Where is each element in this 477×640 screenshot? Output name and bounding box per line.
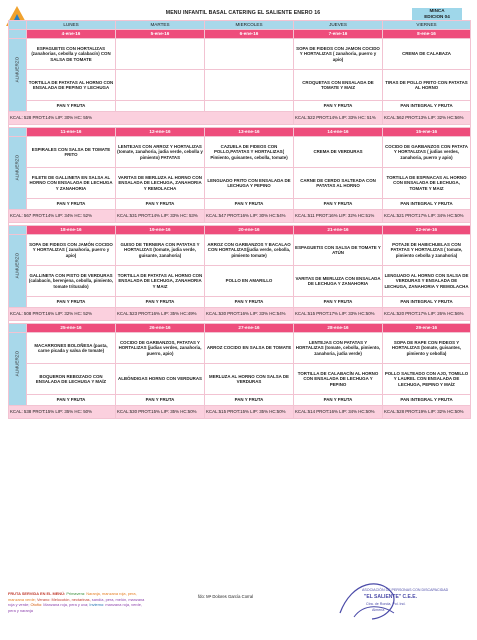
first-course-cell: ESPIRALES CON SALSA DE TOMATE FRITO	[27, 137, 116, 168]
second-course-cell: ALBÓNDIGAS HORNO CON VERDURAS	[116, 364, 205, 395]
first-course-row	[9, 137, 471, 168]
second-course-row	[9, 70, 471, 101]
meal-label: ALMUERZO	[14, 56, 20, 83]
first-course-cell: CREMA DE CALABAZA	[383, 39, 471, 70]
meal-side-label	[9, 137, 27, 210]
dessert-cell: PAN Y FRUTA	[27, 199, 116, 210]
second-course-cell: VARITAS DE MERLUZA AL HORNO CON ENSALADA DE LECHUGA, ZANAHORIA Y REMOLACHA	[116, 168, 205, 199]
second-course-row	[9, 266, 471, 297]
weekday-header: LUNES	[27, 21, 116, 30]
first-course-cell: CREMA DE VERDURAS	[294, 137, 383, 168]
date-cell: 22-ene-16	[383, 226, 471, 235]
date-cell: 14-ene-16	[294, 128, 383, 137]
first-course-cell: CAZUELA DE FIDEOS CON POLLO,PATATAS Y HORTALIZAS( Pimiento, guisantes, cebolla, tomate)	[205, 137, 294, 168]
date-cell: 12-ene-16	[116, 128, 205, 137]
date-cell: 5-ene-16	[116, 30, 205, 39]
date-cell: 29-ene-16	[383, 324, 471, 333]
second-course-cell: LENGUADO FRITO CON ENSALADA DE LECHUGA Y PEPINO	[205, 168, 294, 199]
fruit-note-head: FRUTA SERVIDA EN EL MENÚ:	[8, 591, 66, 596]
nutrition-cell: KCAL:528 PROT:19% LIP: 32% HC:50%	[383, 406, 471, 419]
season-autumn-text: Manzana roja, pera y uva;	[43, 602, 89, 608]
nutrition-row	[9, 308, 471, 321]
nutrition-cell: KCAL:522 PROT:14% LIP: 33% HC: 51%	[294, 112, 383, 125]
nutrition-cell: KCAL:514 PROT:16% LIP: 34% HC:50%	[294, 406, 383, 419]
dessert-cell: PAN Y FRUTA	[116, 395, 205, 406]
dessert-cell	[205, 101, 294, 112]
season-winter-name: Invierno:	[89, 602, 105, 608]
dessert-cell: PAN Y FRUTA	[116, 199, 205, 210]
second-course-cell: TORTILLA DE CALABACÍN AL HORNO CON ENSALADA DE LECHUGA Y PEPINO	[294, 364, 383, 395]
second-course-cell: VARITAS DE MERLUZA CON ENSALADA DE LECHUGA Y ZANAHORIA	[294, 266, 383, 297]
season-autumn-name: Otoño:	[30, 602, 43, 608]
first-course-cell: LENTEJAS CON ARROZ Y HORTALIZAS (tomate, zanahoria, judia verde, cebolla y pimiento) PATATAS	[116, 137, 205, 168]
second-course-cell: TORTILLA DE ESPINACAS AL HORNO CON ENSALADA DE LECHUGA, TOMATE Y MAIZ	[383, 168, 471, 199]
first-course-cell: ARROZ COCIDO EN SALSA DE TOMATE	[205, 333, 294, 364]
minca-label: MINCA	[412, 8, 462, 14]
date-cell: 7-ene-16	[294, 30, 383, 39]
second-course-cell	[205, 70, 294, 101]
meal-label: ALMUERZO	[14, 350, 20, 377]
first-course-cell: SOPA DE FIDEOS CON JAMÓN COCIDO Y HORTALIZAS ( zanahoria, puerro y apio)	[27, 235, 116, 266]
nutrition-cell: KCAL:523 PROT:16% LIP: 35% HC:49%	[116, 308, 205, 321]
stamp-line-2: "EL SALIENTE" C.E.E.	[364, 594, 417, 600]
stamp-line-1: ASOCIACIÓN DE PERSONAS CON DISCAPACIDAD	[362, 588, 449, 592]
date-cell: 25-ene-16	[27, 324, 116, 333]
date-row	[9, 226, 471, 235]
dessert-cell: PAN Y FRUTA	[205, 297, 294, 308]
nutrition-cell: KCAL:511 PROT:16% LIP: 32% HC:51%	[294, 210, 383, 223]
dessert-cell: PAN INTEGRAL Y FRUTA	[383, 297, 471, 308]
first-course-cell: ESPAGUETIS CON HORTALIZAS (zanahorias, cebolla y calabacín) CON SALSA DE TOMATE	[27, 39, 116, 70]
date-cell: 4-ene-16	[27, 30, 116, 39]
meal-side-label	[9, 333, 27, 406]
author-signature-text: fdo: Mª Dolores García Corral	[198, 594, 254, 599]
date-cell: 19-ene-16	[116, 226, 205, 235]
date-cell: 26-ene-16	[116, 324, 205, 333]
weeks-body	[9, 30, 471, 419]
dessert-cell: PAN Y FRUTA	[294, 297, 383, 308]
dessert-cell: PAN Y FRUTA	[294, 199, 383, 210]
first-course-cell: ESPAGUETIS CON SALSA DE TOMATE Y ATÚN	[294, 235, 383, 266]
first-course-cell	[116, 39, 205, 70]
second-course-cell: TIRAS DE POLLO FRITO CON PATATAS AL HORNO	[383, 70, 471, 101]
date-cell: 27-ene-16	[205, 324, 294, 333]
fruit-note	[8, 591, 148, 614]
weekday-header-row	[9, 21, 471, 30]
nutrition-cell: KCAL: 508 PROT:16% LIP: 32% HC: 52%	[9, 308, 116, 321]
second-course-cell: GALLINETA CON PISTO DE VERDURAS (calabacín, berenjena, cebolla, pimiento, tomate triturado)	[27, 266, 116, 297]
dessert-cell: PAN Y FRUTA	[27, 297, 116, 308]
nutrition-cell: KCAL: 538 PROT:15% LIP: 35% HC: 50%	[9, 406, 116, 419]
dessert-cell: PAN Y FRUTA	[27, 101, 116, 112]
second-course-row	[9, 168, 471, 199]
second-course-cell: FILETE DE GALLINETA EN SALSA AL HORNO CON ENSALADA DE LECHUGA Y ZANAHORIA	[27, 168, 116, 199]
nutrition-cell: KCAL:562 PROT:13% LIP: 32% HC:56%	[383, 112, 471, 125]
date-cell: 20-ene-16	[205, 226, 294, 235]
side-cell	[9, 30, 27, 39]
menu-title: MENU INFANTIL BASAL CATERING EL SALIENTE ENERO 16	[165, 10, 321, 16]
dessert-cell: PAN Y FRUTA	[294, 101, 383, 112]
first-course-cell: POTAJE DE HABICHUELAS CON PATATAS Y HORTALIZAS ( tomate, pimiento cebolla y zanahoria)	[383, 235, 471, 266]
season-summer-text: Melocotón, nectarinas,	[51, 596, 91, 602]
first-course-cell	[205, 39, 294, 70]
dessert-cell	[116, 101, 205, 112]
date-cell: 28-ene-16	[294, 324, 383, 333]
second-course-cell: BOQUERON REBOZADO CON ENSALADA DE LECHUGA Y MAÍZ	[27, 364, 116, 395]
date-cell: 18-ene-16	[27, 226, 116, 235]
first-course-cell: GUISO DE TERNERA CON PATATAS Y HORTALIZAS (tomate, judia verde, guisante, zanahoria)	[116, 235, 205, 266]
first-course-cell: ARROZ CON GARBANZOS Y BACALAO CON HORTALIZAS(judia verde, cebolla, pimiento tomate)	[205, 235, 294, 266]
date-cell: 6-ene-16	[205, 30, 294, 39]
side-cell	[9, 128, 27, 137]
date-cell: 13-ene-16	[205, 128, 294, 137]
first-course-row	[9, 333, 471, 364]
stamp-line-4: Almería	[372, 608, 385, 612]
date-row	[9, 30, 471, 39]
first-course-cell: SOPA DE RAPE CON FIDEOS Y HORTALIZAS (tomate, guisantes, pimiento y cebolla)	[383, 333, 471, 364]
nutrition-row	[9, 210, 471, 223]
nutrition-cell: KCAL:547 PROT:16% LIP: 30% HC:54%	[205, 210, 294, 223]
dessert-row	[9, 199, 471, 210]
dessert-row	[9, 395, 471, 406]
first-course-cell: COCIDO DE GARBANZOS CON PATATA Y HORTALIZAS ( judias verdes, zanahoria, puerro y apio)	[383, 137, 471, 168]
nutrition-cell: KCAL:530 PROT:16% LIP: 33% HC:54%	[205, 308, 294, 321]
dessert-row	[9, 101, 471, 112]
first-course-cell: COCIDO DE GARBANZOS, PATATAS Y HORTALIZAS (judias verdes, zanahoria, puerro, apio)	[116, 333, 205, 364]
dessert-row	[9, 297, 471, 308]
edition-label: EDICION 04	[412, 14, 462, 20]
nutrition-row	[9, 406, 471, 419]
meal-label: ALMUERZO	[14, 154, 20, 181]
weekday-header: JUEVES	[294, 21, 383, 30]
meal-side-label	[9, 235, 27, 308]
season-summer-name: Verano:	[37, 596, 51, 602]
first-course-cell: LENTEJAS CON PATATAS Y HORTALIZAS (tomate, cebolla, pimiento, zanahoria, judia verde)	[294, 333, 383, 364]
association-stamp	[332, 573, 449, 631]
dessert-cell: PAN Y FRUTA	[205, 199, 294, 210]
second-course-cell: POLLO SALTEADO CON AJO, TOMILLO Y LAUREL CON ENSALADA DE LECHUGA, PEPINO Y MAÍZ	[383, 364, 471, 395]
second-course-cell: MERLUZA AL HORNO CON SALSA DE VERDURAS	[205, 364, 294, 395]
date-cell: 15-ene-16	[383, 128, 471, 137]
first-course-cell: MACARRONES BOLOÑESA (pasta, carne picada y salsa de tomate)	[27, 333, 116, 364]
nutrition-cell: KCAL: 567 PROT:14% LIP: 34% HC: 52%	[9, 210, 116, 223]
weekday-header: MARTES	[116, 21, 205, 30]
first-course-row	[9, 235, 471, 266]
season-summer-text-2: sandía, pera, melón, manzana roja y verde;	[8, 596, 145, 608]
stamp-line-3: Ctra. de Ronda, Pol. Ind.	[366, 602, 406, 606]
corner-cell	[9, 21, 27, 30]
dessert-cell: PAN Y FRUTA	[116, 297, 205, 308]
date-cell: 21-ene-16	[294, 226, 383, 235]
first-course-row	[9, 39, 471, 70]
date-cell: 11-ene-16	[27, 128, 116, 137]
date-row	[9, 128, 471, 137]
dessert-cell: PAN Y FRUTA	[27, 395, 116, 406]
weekday-header: MIERCOLES	[205, 21, 294, 30]
date-row	[9, 324, 471, 333]
dessert-cell: PAN INTEGRAL Y FRUTA	[383, 395, 471, 406]
menu-table	[8, 20, 471, 419]
second-course-cell: POLLO EN AMARILLO	[205, 266, 294, 297]
season-spring-name: Primavera:	[66, 591, 86, 596]
second-course-cell: CROQUETAS CON ENSALADA DE TOMATE Y MAIZ	[294, 70, 383, 101]
nutrition-cell: KCAL:521 PROT:17% LIP: 34% HC:50%	[383, 210, 471, 223]
nutrition-cell: KCAL:515 PROT:17% LIP: 33% HC:50%	[294, 308, 383, 321]
season-spring-text: Naranja, manzana roja, pera, manzana verde;	[8, 591, 137, 602]
nutrition-cell: KCAL: 528 PROT:14% LIP: 30% HC: 55%	[9, 112, 294, 125]
meal-label: ALMUERZO	[14, 252, 20, 279]
nutrition-cell: KCAL:531 PROT:14% LIP: 33% HC: 53%	[116, 210, 205, 223]
weekday-header: VIERNES	[383, 21, 471, 30]
nutrition-cell: KCAL:520 PROT:17% LIP: 26% HC:56%	[383, 308, 471, 321]
meal-side-label	[9, 39, 27, 112]
second-course-cell	[116, 70, 205, 101]
nutrition-cell: KCAL:515 PROT:15% LIP: 35% HC:50%	[205, 406, 294, 419]
nutrition-row	[9, 112, 471, 125]
side-cell	[9, 226, 27, 235]
nutrition-cell: KCAL:530 PROT:15% LIP: 35% HC:50%	[116, 406, 205, 419]
date-cell: 8-ene-16	[383, 30, 471, 39]
dessert-cell: PAN INTEGRAL Y FRUTA	[383, 101, 471, 112]
second-course-cell: CARNE DE CERDO SALTEADA CON PATATAS AL HORNO	[294, 168, 383, 199]
second-course-cell: LENGUADO AL HORNO CON SALSA DE VERDURAS Y ENSALADA DE LECHUGA, ZANAHORIA Y REMOLACHA	[383, 266, 471, 297]
season-winter-text: manzana roja, verde, pera y naranja	[8, 602, 142, 613]
dessert-cell: PAN Y FRUTA	[294, 395, 383, 406]
second-course-cell: TORTILLA DE PATATAS AL HORNO CON ENSALADA DE PEPINO Y LECHUGA	[27, 70, 116, 101]
second-course-cell: TORTILLA DE PATATAS AL HORNO CON ENSALADA DE LECHUGA, ZANAHORIA Y MAIZ	[116, 266, 205, 297]
side-cell	[9, 324, 27, 333]
dessert-cell: PAN Y FRUTA	[205, 395, 294, 406]
dessert-cell: PAN INTEGRAL Y FRUTA	[383, 199, 471, 210]
second-course-row	[9, 364, 471, 395]
first-course-cell: SOPA DE FIDEOS CON JAMON COCIDO Y HORTALIZAS ( zanahoria, puerro y apio)	[294, 39, 383, 70]
